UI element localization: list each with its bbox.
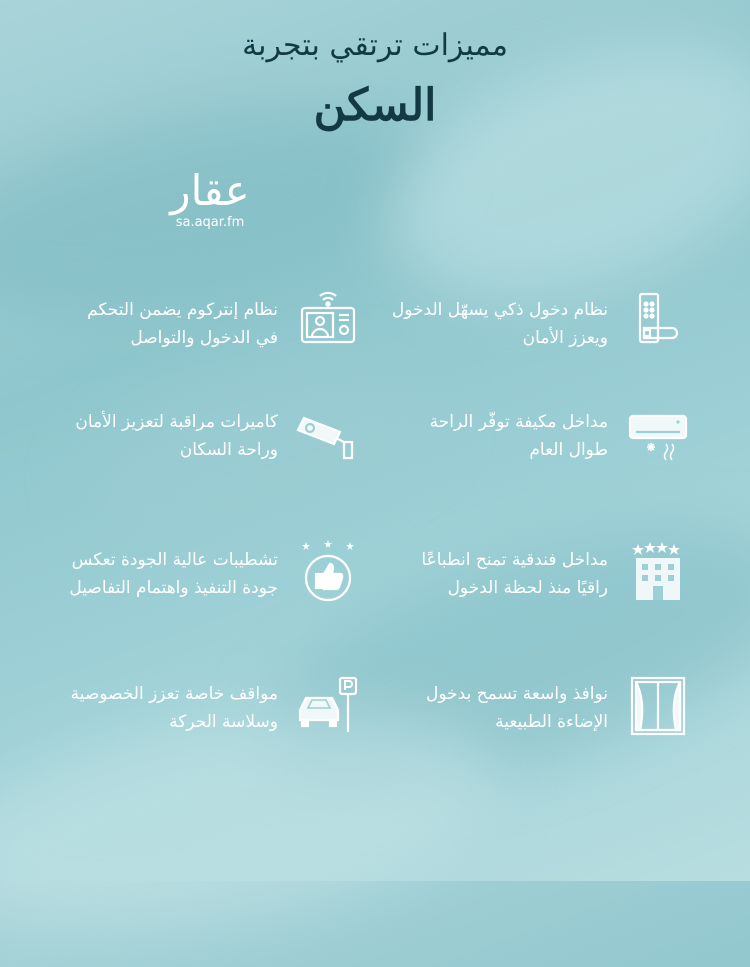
car-parking-icon bbox=[296, 674, 360, 738]
feature-line: وراحة السكان bbox=[179, 440, 278, 460]
page-subtitle: مميزات ترتقي بتجربة bbox=[242, 28, 508, 63]
feature-ac bbox=[350, 408, 690, 488]
smart-lock-icon bbox=[626, 290, 690, 354]
aqar-logo bbox=[150, 165, 270, 230]
thumbs-up-quality-icon bbox=[296, 540, 360, 604]
feature-finishes bbox=[20, 546, 360, 626]
feature-hotel-entrances bbox=[350, 546, 690, 626]
feature-windows bbox=[350, 680, 690, 760]
feature-line: نظام إنتركوم يضمن التحكم bbox=[87, 300, 278, 320]
feature-line: وسلاسة الحركة bbox=[169, 712, 278, 732]
air-conditioner-icon bbox=[626, 402, 690, 466]
feature-cameras bbox=[20, 408, 360, 488]
page-title: السكن bbox=[313, 80, 437, 131]
feature-line: تشطيبات عالية الجودة تعكس bbox=[71, 550, 278, 570]
feature-parking bbox=[20, 680, 360, 760]
intercom-icon bbox=[296, 290, 360, 354]
feature-line: كاميرات مراقبة لتعزيز الأمان bbox=[75, 412, 278, 432]
feature-intercom bbox=[20, 296, 360, 376]
feature-line: مداخل مكيفة توفّر الراحة bbox=[429, 412, 608, 432]
logo-name: عقار bbox=[170, 166, 250, 215]
feature-line: راقيًا منذ لحظة الدخول bbox=[447, 578, 608, 598]
feature-line: نظام دخول ذكي يسهّل الدخول bbox=[391, 300, 608, 320]
logo-url: sa.aqar.fm bbox=[175, 215, 245, 230]
feature-line: في الدخول والتواصل bbox=[130, 328, 278, 348]
feature-line: طوال العام bbox=[529, 440, 608, 460]
feature-line: مواقف خاصة تعزز الخصوصية bbox=[70, 684, 278, 704]
feature-line: نوافذ واسعة تسمح بدخول bbox=[426, 684, 608, 704]
hotel-building-icon bbox=[626, 540, 690, 604]
window-curtains-icon bbox=[626, 674, 690, 738]
feature-line: الإضاءة الطبيعية bbox=[495, 712, 608, 732]
security-camera-icon bbox=[296, 402, 360, 466]
feature-line: مداخل فندقية تمنح انطباعًا bbox=[421, 550, 608, 570]
feature-smart-entry bbox=[350, 296, 690, 376]
feature-line: ويعزز الأمان bbox=[522, 328, 608, 348]
feature-line: جودة التنفيذ واهتمام التفاصيل bbox=[69, 578, 278, 598]
